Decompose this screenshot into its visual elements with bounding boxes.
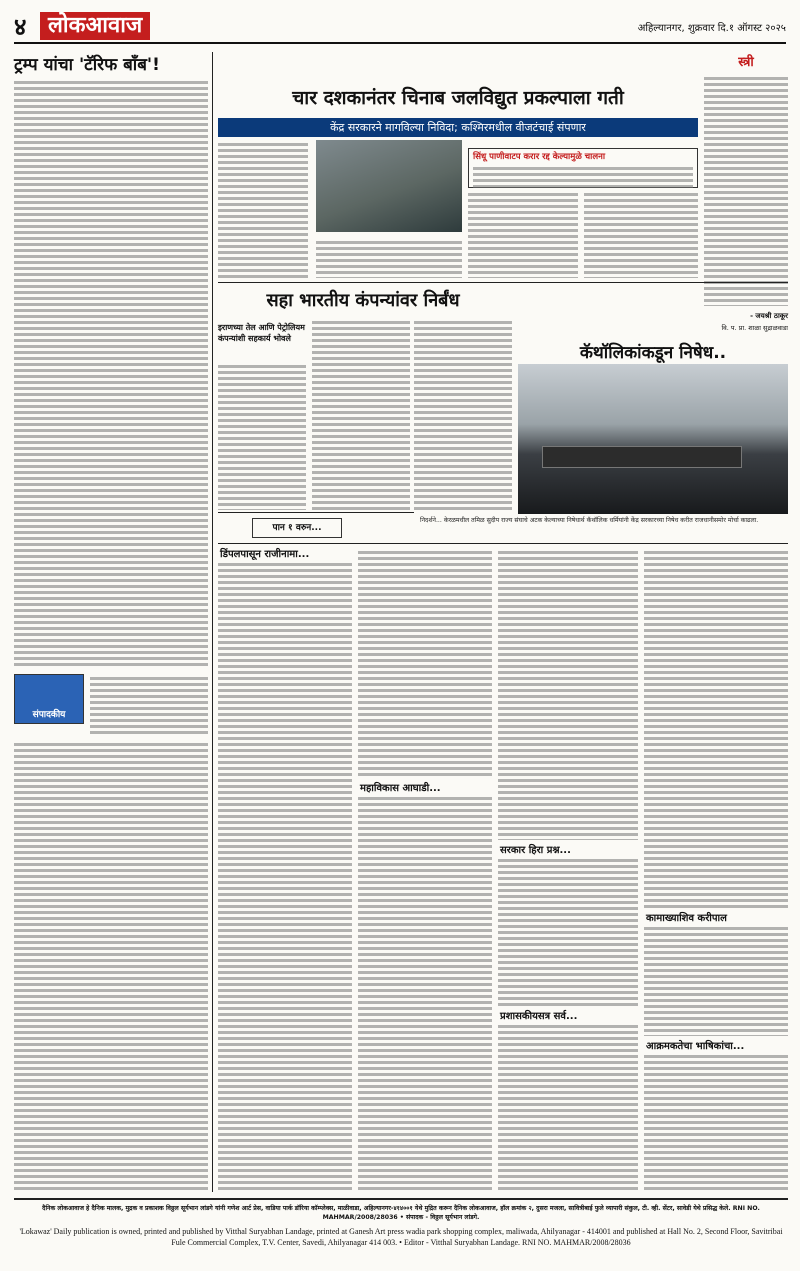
- chenab-box: [468, 148, 698, 188]
- chenab-col4: [584, 190, 698, 278]
- footer-imprint-english: 'Lokawaz' Daily publication is owned, printed and published by Vitthal Suryabhan Landage, printed at Ganesh Art press wadia park shopping complex, maliwada, Ahilyanagar - 414001 and published at Hall No. 2, Second Floor, Savitribai Fule Commercial Complex, T.V. Center, Savedi, Ahilyanagar 414 003. • Editor - Vitthal Suryabhan Landage. RNI NO. MAHMAR/2008/28036: [19, 1227, 783, 1247]
- chenab-col2: [316, 238, 462, 278]
- cont-col2: [358, 548, 492, 778]
- continued-h1: डिंपलपासून राजीनामा...: [220, 549, 310, 560]
- oil-col1: [312, 318, 410, 510]
- cont-col3: [498, 548, 638, 840]
- section-rule: [218, 282, 788, 283]
- poem-box: [704, 52, 788, 348]
- poem-title: स्त्री: [738, 55, 754, 70]
- trump-body-cont2: [14, 740, 208, 1192]
- continued-h4: प्रशासकीयसत्र सर्व...: [500, 1011, 578, 1022]
- trump-body: [14, 78, 208, 668]
- trump-body-cont: [90, 674, 208, 734]
- dateline: अहिल्यानगर, शुक्रवार दि.१ ऑगस्ट २०२५: [637, 23, 786, 34]
- chenab-headline: चार दशकानंतर चिनाब जलविद्युत प्रकल्पाला गती: [292, 87, 624, 109]
- poem-author: - जयश्री ठाकूर: [750, 312, 788, 320]
- oil-col0: [218, 362, 306, 510]
- cont-col4: [644, 548, 788, 908]
- continued-h5: कामाख्याशिव करीपाल: [646, 913, 727, 924]
- section-rule-2: [218, 512, 414, 513]
- divider: [212, 52, 213, 1192]
- chenab-box-title: सिंधू पाणीवाटप करार रद्द केल्यामुळे चालना: [473, 152, 606, 162]
- cont-col2b: [358, 794, 492, 1192]
- continued-h3: सरकार हिरा प्रश्न...: [500, 845, 571, 856]
- chenab-banner: केंद्र सरकारने मागविल्या निविदा; कश्मिरमधील वीजटंचाई संपणार: [218, 118, 698, 137]
- editorial-label: संपादकीय: [32, 710, 66, 720]
- continued-h2: महाविकास आघाडी...: [360, 783, 441, 794]
- cont-col4b: [644, 924, 788, 1036]
- footer-imprint-marathi: दैनिक लोकआवाज हे दैनिक मालक, मुद्रक व प्रकाशक विठ्ठल सूर्यभान लांडगे यांनी गणेश आर्ट प्रेस, वाडिया पार्क डॉरिया कॉम्प्लेक्स, माळीवाडा, अहिल्यानगर-४१४००१ येथे मुद्रित करून दैनिक लोकआवाज, हॉल क्रमांक २, दुसरा मजला, सावित्रीबाई फुले व्यापारी संकुल, टी. व्ही. सेंटर, सावेडी येथे प्रसिद्ध केले. RNI NO. MAHMAR/2008/28036 • संपादक - विठ्ठल सूर्यभान लांडगे.: [42, 1205, 760, 1221]
- editorial-badge: [14, 674, 84, 724]
- chenab-col3: [468, 190, 578, 278]
- chenab-col1: [218, 140, 308, 278]
- protest-photo: [518, 364, 788, 514]
- page-number: ४: [14, 13, 27, 41]
- newspaper-logo: लोकआवाज: [40, 12, 150, 40]
- dam-photo: [316, 140, 462, 232]
- oil-subhead: इराणच्या तेल आणि पेट्रोलियम कंपन्यांशी सहकार्य भोवले: [218, 323, 305, 343]
- cont-col3b: [498, 856, 638, 1006]
- continued-h6: आक्रमकतेचा भाषिकांचा...: [646, 1041, 745, 1052]
- trump-headline: ट्रम्प यांचा 'टॅरिफ बॉंब'!: [14, 55, 160, 75]
- catholic-headline: कॅथॉलिकांकडून निषेध..: [579, 343, 727, 363]
- masthead: [14, 10, 786, 44]
- oil-col2: [414, 318, 512, 510]
- continued-label: पान १ वरुन...: [252, 518, 342, 538]
- oil-headline: सहा भारतीय कंपन्यांवर निर्बंध: [266, 290, 460, 311]
- cont-col1: [218, 560, 352, 1192]
- section-rule-3: [218, 543, 788, 544]
- cont-col4c: [644, 1052, 788, 1192]
- catholic-caption: निदर्शने... केरळमधील तमिळ सुदीप राज्य संघाचे अटक केल्याच्या निषेधार्थ कॅथॉलिक धर्मियांनी केंद्र सरकारच्या निषेध करीत राजधानीसमोर मोर्चा काढला.: [420, 517, 759, 524]
- footer-rule: [14, 1198, 788, 1200]
- poem-address: वि. प. प्रा. शाळा सुद्राळवाडा: [721, 324, 788, 332]
- cont-col3c: [498, 1022, 638, 1192]
